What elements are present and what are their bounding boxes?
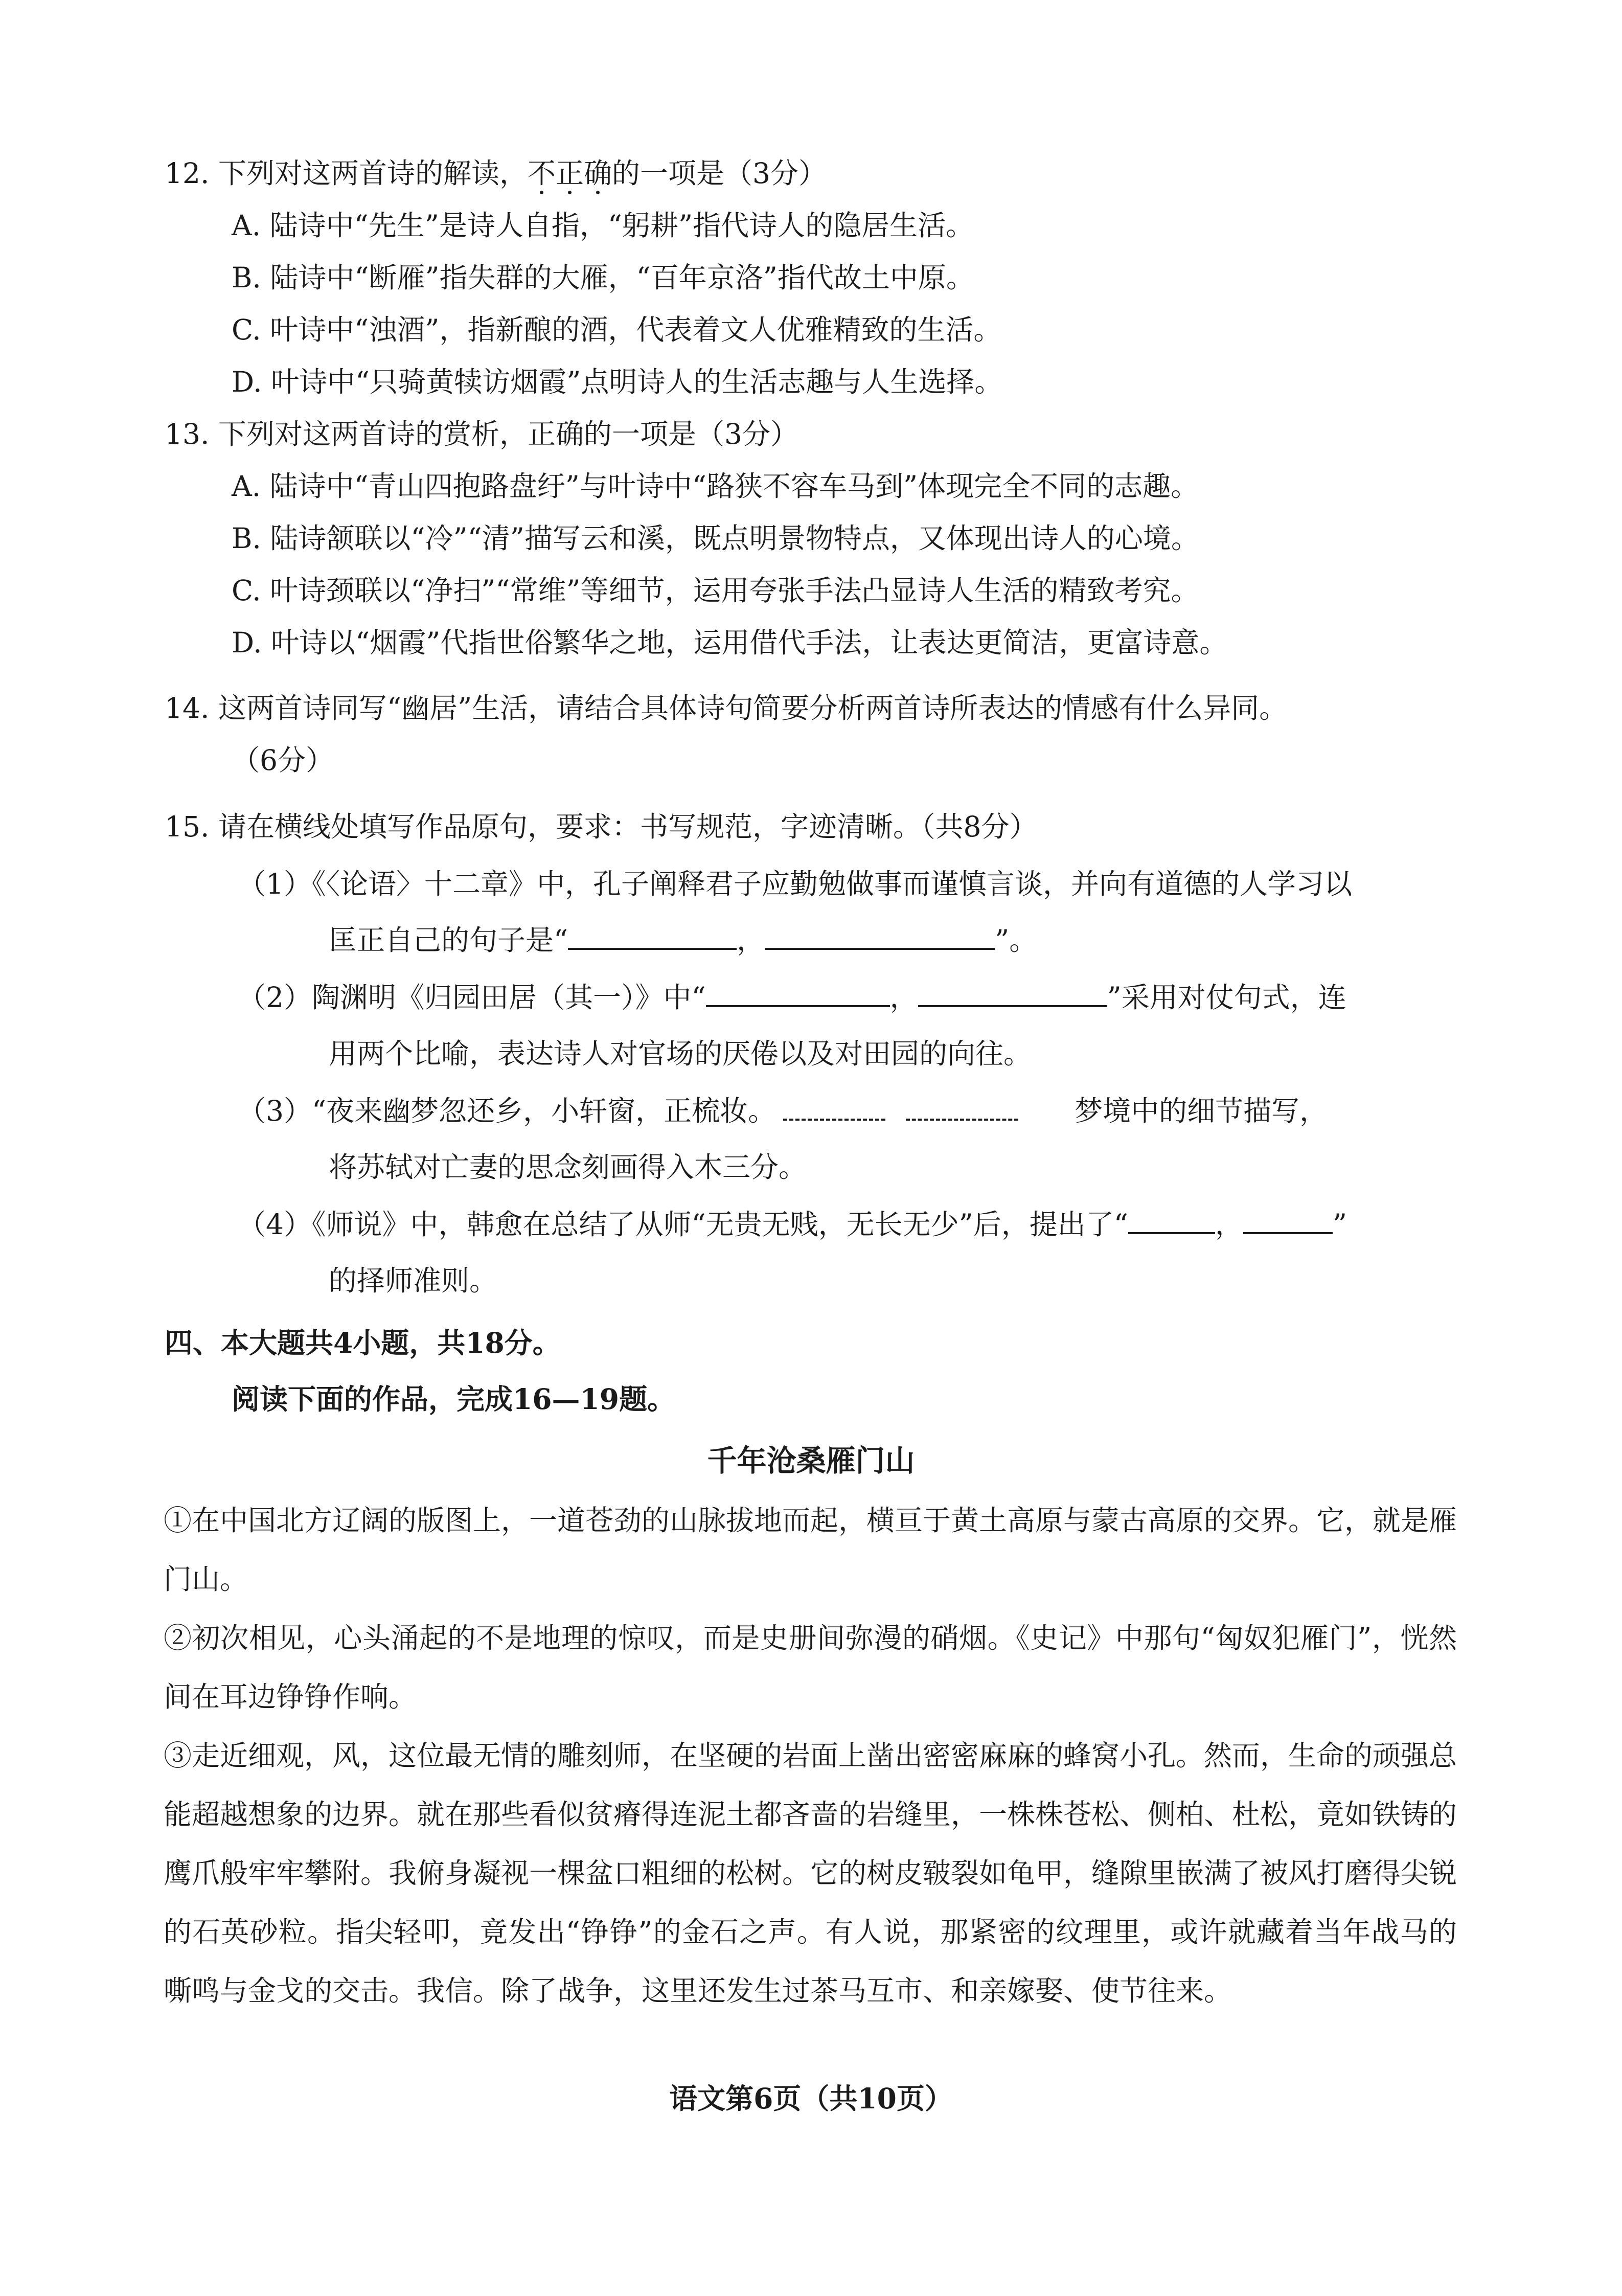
section-instruction: 阅读下面的作品，完成16—19题。 bbox=[232, 1382, 676, 1416]
separator: ， bbox=[1215, 1208, 1243, 1241]
q15-item-2-line-2: 用两个比喻，表达诗人对官场的厌倦以及对田园的向往。 bbox=[329, 1037, 1032, 1070]
q15-item-4-suffix: ” bbox=[1332, 1208, 1347, 1241]
answer-blank[interactable] bbox=[1243, 1210, 1333, 1234]
q12-option-b: B. 陆诗中“断雁”指失群的大雁，“百年京洛”指代故土中原。 bbox=[232, 261, 974, 294]
emphasis-dot-char: 正 bbox=[556, 155, 584, 191]
q15-item-2-suffix: ”采用对仗句式，连 bbox=[1107, 981, 1346, 1014]
q12-stem-post: 的一项是（3分） bbox=[612, 157, 827, 190]
answer-blank[interactable] bbox=[783, 1096, 885, 1121]
article-title: 千年沧桑雁门山 bbox=[707, 1443, 915, 1478]
q13-option-b: B. 陆诗颔联以“冷”“清”描写云和溪，既点明景物特点，又体现出诗人的心境。 bbox=[232, 522, 1199, 555]
q14-line-2: （6分） bbox=[232, 744, 334, 777]
q15-item-3-line-2: 将苏轼对亡妻的思念刻画得入木三分。 bbox=[329, 1151, 807, 1184]
article-paragraph: ③走近细观，风，这位最无情的雕刻师，在坚硬的岩面上凿出密密麻麻的蜂窝小孔。然而，生命的顽强总能超越想象的边界。就在那些看似贫瘠得连泥土都吝啬的岩缝里，一株株苍松、侧柏、杜松，竟如铁铸的鹰爪般牢牢攀附。我俯身凝视一棵盆口粗细的松树。它的树皮皲裂如龟甲，缝隙里嵌满了被风打磨得尖锐的石英砂粒。指尖轻叩，竟发出“铮铮”的金石之声。有人说，那紧密的纹理里，或许就藏着当年战马的嘶鸣与金戈的交击。我信。除了战争，这里还发生过茶马互市、和亲嫁娶、使节往来。 bbox=[164, 1739, 1457, 2007]
article-paragraph: ②初次相见，心头涌起的不是地理的惊叹，而是史册间弥漫的硝烟。《史记》中那句“匈奴犯雁门”，恍然间在耳边铮铮作响。 bbox=[164, 1622, 1457, 1713]
article-paragraph: ①在中国北方辽阔的版图上，一道苍劲的山脉拔地而起，横亘于黄土高原与蒙古高原的交界。它，就是雁门山。 bbox=[164, 1504, 1457, 1596]
q12-stem bbox=[165, 155, 827, 191]
q15-item-1-line-1: （1）《〈论语〉十二章》中，孔子阐释君子应勤勉做事而谨慎言谈，并向有道德的人学习以 bbox=[238, 868, 1352, 900]
q15-item-1-prefix: 匡正自己的句子是“ bbox=[329, 924, 568, 957]
q13-option-c: C. 叶诗颈联以“净扫”“常维”等细节，运用夸张手法凸显诗人生活的精致考究。 bbox=[232, 574, 1199, 607]
q15-item-1-line-2 bbox=[329, 922, 1037, 958]
q15-item-4-prefix: （4）《师说》中，韩愈在总结了从师“无贵无贱，无长无少”后，提出了“ bbox=[238, 1208, 1128, 1241]
q13-option-d: D. 叶诗以“烟霞”代指世俗繁华之地，运用借代手法，让表达更简洁，更富诗意。 bbox=[232, 626, 1228, 659]
q12-option-c: C. 叶诗中“浊酒”，指新酿的酒，代表着文人优雅精致的生活。 bbox=[232, 313, 1002, 346]
q12-option-d: D. 叶诗中“只骑黄犊访烟霞”点明诗人的生活志趣与人生选择。 bbox=[232, 366, 1003, 398]
answer-blank[interactable] bbox=[906, 1096, 1018, 1121]
q14-line-1: 14. 这两首诗同写“幽居”生活，请结合具体诗句简要分析两首诗所表达的情感有什么异同。 bbox=[165, 692, 1288, 724]
separator: ， bbox=[889, 981, 918, 1014]
q15-item-2-prefix: （2）陶渊明《归园田居（其一）》中“ bbox=[238, 981, 706, 1014]
answer-blank[interactable] bbox=[568, 925, 737, 950]
answer-blank[interactable] bbox=[765, 925, 995, 950]
q15-item-3-suffix: 梦境中的细节描写， bbox=[1075, 1095, 1328, 1127]
article-body bbox=[164, 1491, 1457, 2020]
section-heading: 四、本大题共4小题，共18分。 bbox=[165, 1326, 561, 1359]
separator: ， bbox=[737, 924, 765, 957]
q13-stem: 13. 下列对这两首诗的赏析，正确的一项是（3分） bbox=[165, 418, 798, 450]
q15-item-3-prefix: （3）“夜来幽梦忽还乡，小轩窗，正梳妆。 bbox=[238, 1095, 776, 1127]
q15-item-4-line-2: 的择师准则。 bbox=[329, 1264, 498, 1297]
q15-item-3-line-1 bbox=[238, 1093, 1328, 1129]
answer-blank[interactable] bbox=[918, 983, 1107, 1007]
q13-option-a: A. 陆诗中“青山四抱路盘纡”与叶诗中“路狭不容车马到”体现完全不同的志趣。 bbox=[232, 470, 1199, 503]
q15-item-4-line-1 bbox=[238, 1207, 1347, 1242]
q15-stem: 15. 请在横线处填写作品原句，要求：书写规范，字迹清晰。（共8分） bbox=[165, 810, 1038, 843]
q15-item-1-suffix: ”。 bbox=[995, 924, 1038, 957]
answer-blank[interactable] bbox=[706, 983, 890, 1007]
page-number: 语文第6页（共10页） bbox=[669, 2082, 953, 2115]
emphasis-dot-char: 不 bbox=[528, 155, 556, 191]
q15-item-2-line-1 bbox=[238, 980, 1346, 1015]
answer-blank[interactable] bbox=[1128, 1210, 1215, 1234]
q12-option-a: A. 陆诗中“先生”是诗人自指，“躬耕”指代诗人的隐居生活。 bbox=[232, 209, 974, 242]
emphasis-dot-char: 确 bbox=[584, 155, 612, 191]
q12-stem-pre: 12. 下列对这两首诗的解读， bbox=[165, 157, 528, 190]
